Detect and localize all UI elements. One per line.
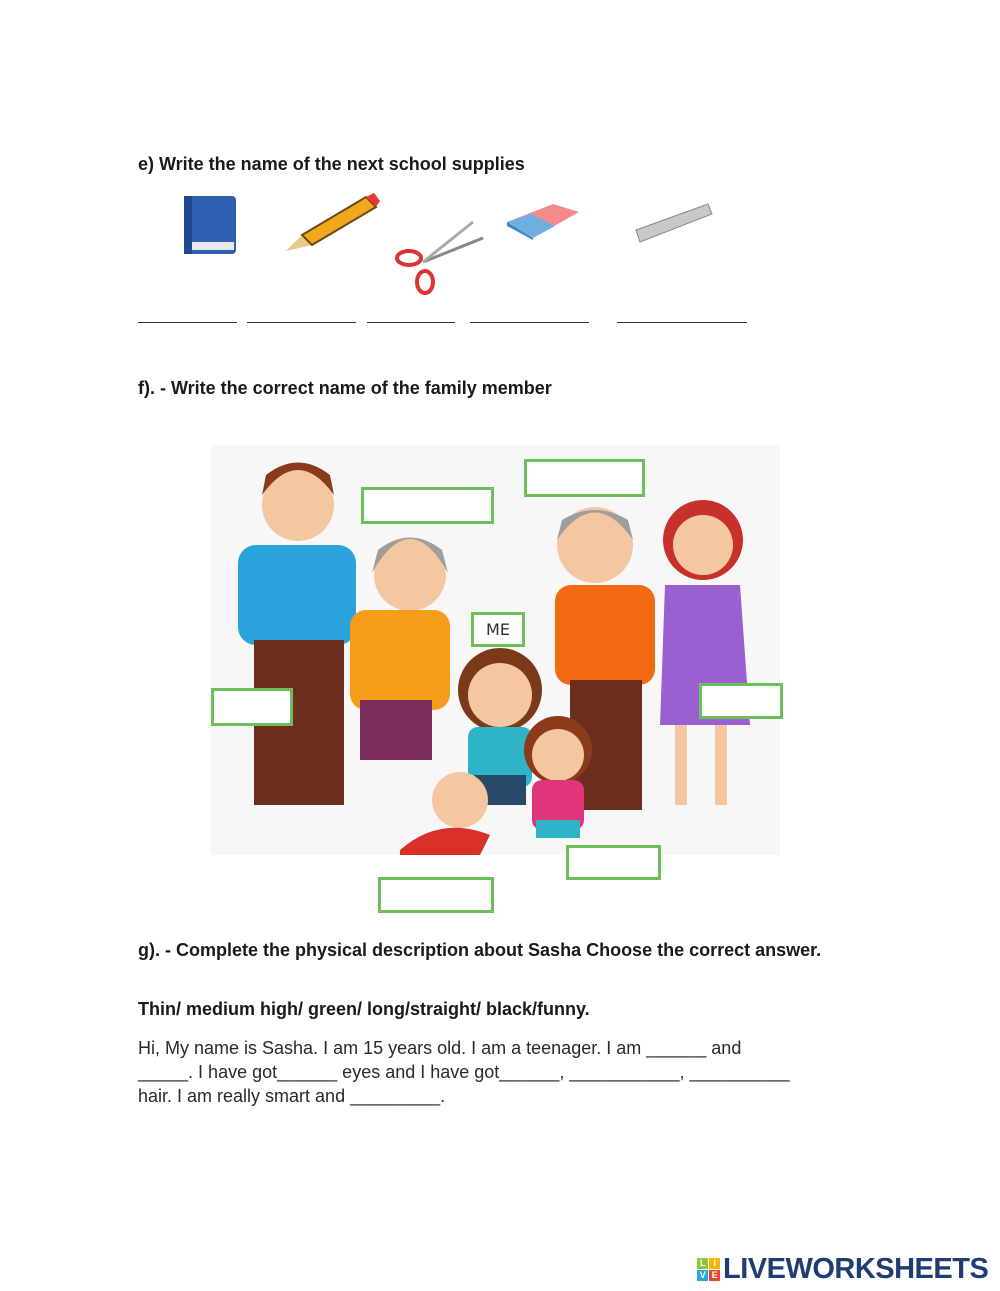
answer-blank[interactable]	[367, 310, 455, 323]
section-g-title: g). - Complete the physical description about Sasha Choose the correct answer.	[138, 940, 822, 960]
label-box-brother[interactable]	[378, 877, 494, 913]
label-box-mother[interactable]	[699, 683, 783, 719]
answer-blank[interactable]	[138, 310, 237, 323]
description-paragraph	[138, 1036, 790, 1108]
label-box-grandmother[interactable]	[361, 487, 494, 524]
section-e-title: e) Write the name of the next school supplies	[138, 154, 525, 174]
label-box-father[interactable]	[211, 688, 293, 726]
label-box-sister[interactable]	[566, 845, 661, 880]
paragraph-line: Hi, My name is Sasha. I am 15 years old. I am a teenager. I am ______ and	[138, 1038, 742, 1058]
label-box-me: ME	[471, 612, 525, 647]
paragraph-line: _____. I have got______ eyes and I have got______, ___________, __________	[138, 1062, 790, 1082]
scissors-icon	[393, 218, 487, 296]
label-box-grandfather[interactable]	[524, 459, 645, 497]
family-illustration	[210, 445, 780, 855]
section-f-title: f). - Write the correct name of the family member	[138, 378, 552, 398]
word-options: Thin/ medium high/ green/ long/straight/ black/funny.	[138, 999, 590, 1019]
liveworksheets-logo	[697, 1252, 988, 1286]
pencil-icon	[282, 193, 382, 255]
paragraph-line: hair. I am really smart and _________.	[138, 1086, 446, 1106]
answer-blank[interactable]	[470, 310, 589, 323]
answer-blank[interactable]	[247, 310, 356, 323]
book-icon	[178, 192, 240, 258]
ruler-icon	[634, 200, 714, 246]
logo-text: LIVEWORKSHEETS	[723, 1252, 989, 1285]
answer-blank[interactable]	[617, 310, 747, 323]
logo-mark-icon: L I V E	[697, 1258, 720, 1281]
eraser-icon	[503, 200, 583, 242]
